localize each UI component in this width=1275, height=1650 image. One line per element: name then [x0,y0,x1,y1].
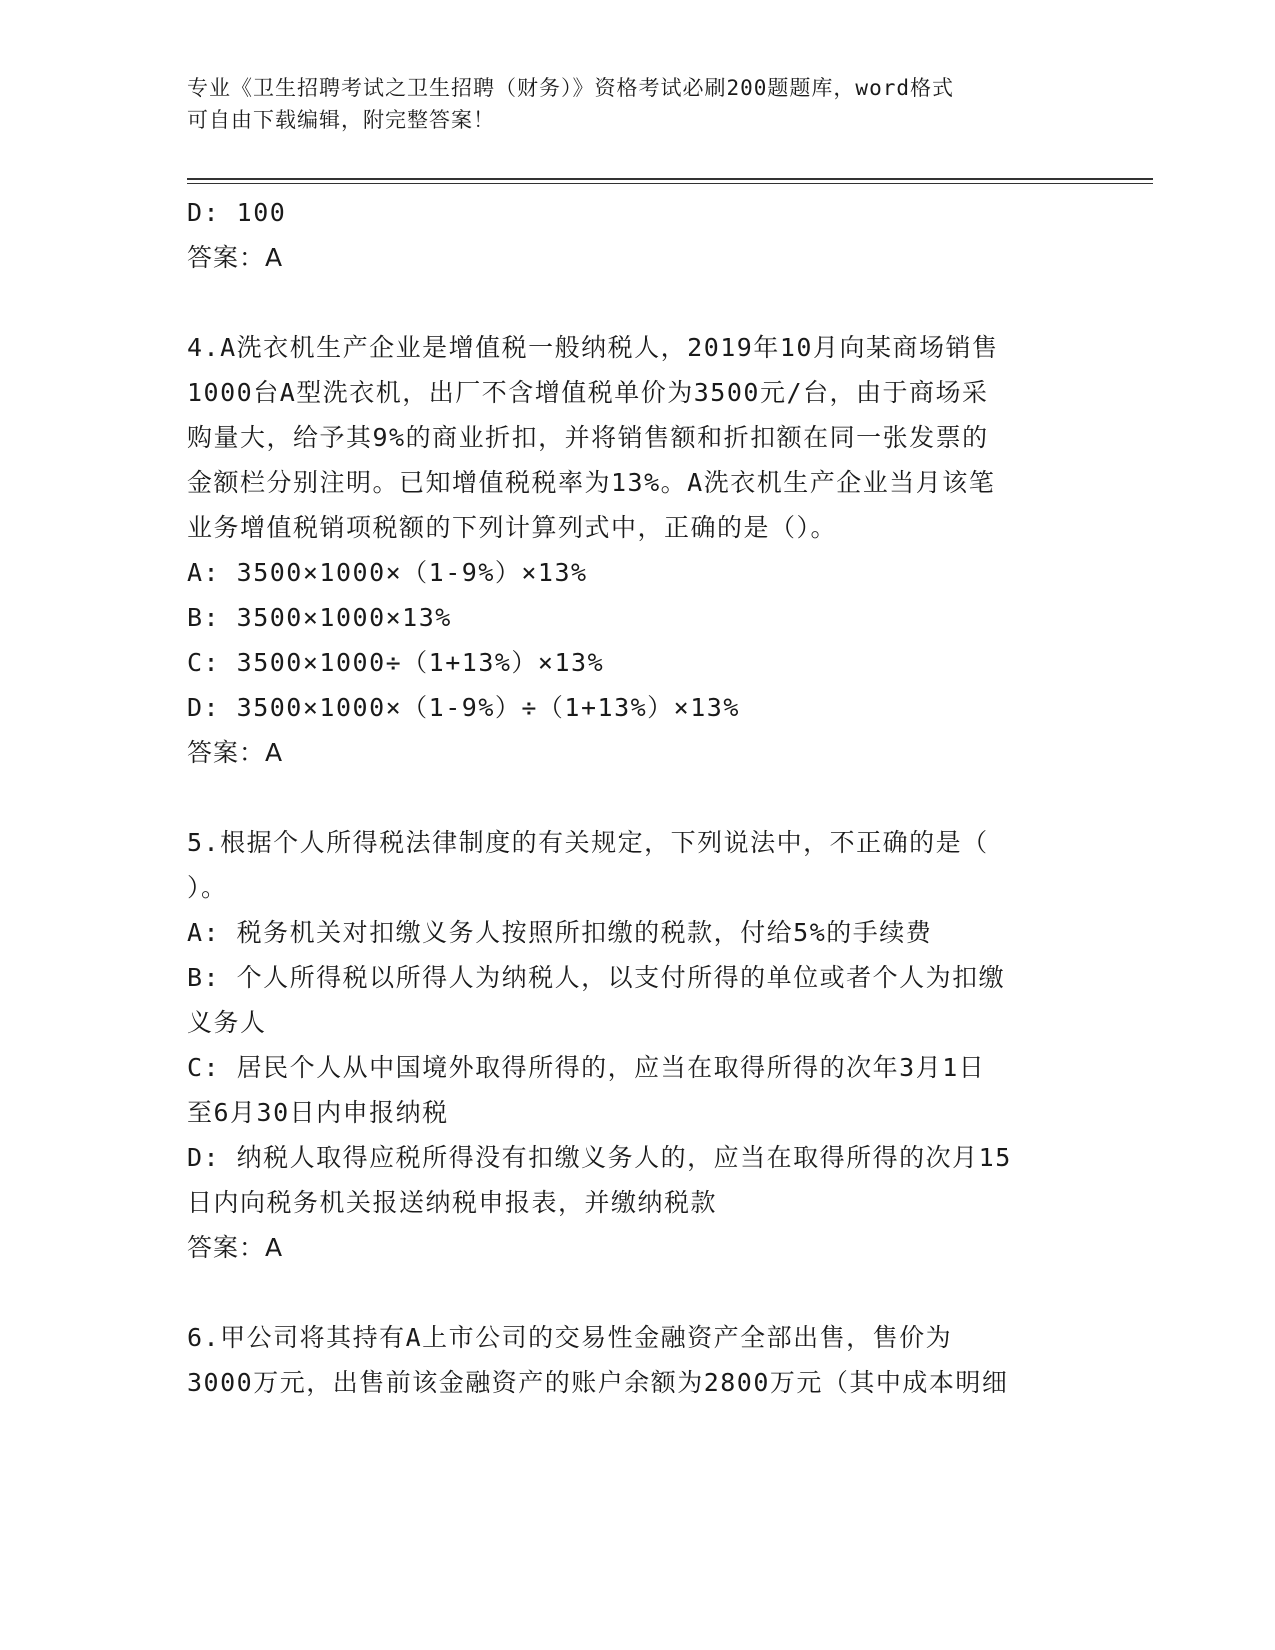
document-body [187,190,1087,1405]
q4-option-d: D: 3500×1000×（1-9%）÷（1+13%）×13% [187,693,740,722]
header-line-2: 可自由下载编辑，附完整答案！ [187,108,495,132]
header-divider-thick [187,178,1153,180]
q4-option-c: C: 3500×1000÷（1+13%）×13% [187,648,605,677]
q5-text-line-2: ）。 [187,873,228,902]
q6-text-line-2: 3000万元，出售前该金融资产的账户余额为2800万元（其中成本明细 [187,1368,1009,1397]
prev-option-d: D: 100 [187,198,287,227]
prev-answer: 答案：A [187,243,284,272]
q4-text-line-5: 业务增值税销项税额的下列计算列式中，正确的是（）。 [187,513,838,542]
question-5 [187,820,1087,1270]
q5-text-line-1: 5.根据个人所得税法律制度的有关规定，下列说法中，不正确的是（ [187,828,989,857]
q5-option-b-line-2: 义务人 [187,1008,267,1037]
q4-option-b: B: 3500×1000×13% [187,603,452,632]
q5-option-a: A: 税务机关对扣缴义务人按照所扣缴的税款，付给5%的手续费 [187,918,933,947]
q4-option-a: A: 3500×1000×（1-9%）×13% [187,558,588,587]
q4-text-line-2: 1000台A型洗衣机，出厂不含增值税单价为3500元/台，由于商场采 [187,378,989,407]
spacer [187,1270,1087,1315]
spacer [187,280,1087,325]
q5-option-c-line-2: 至6月30日内申报纳税 [187,1098,449,1127]
spacer [187,775,1087,820]
question-6 [187,1315,1087,1405]
q4-answer: 答案：A [187,738,284,767]
q6-text-line-1: 6.甲公司将其持有A上市公司的交易性金融资产全部出售，售价为 [187,1323,953,1352]
q4-text-line-1: 4.A洗衣机生产企业是增值税一般纳税人，2019年10月向某商场销售 [187,333,999,362]
q4-text-line-3: 购量大，给予其9%的商业折扣，并将销售额和折扣额在同一张发票的 [187,423,989,452]
q5-answer: 答案：A [187,1233,284,1262]
q5-option-c-line-1: C: 居民个人从中国境外取得所得的，应当在取得所得的次年3月1日 [187,1053,986,1082]
q5-option-d-line-2: 日内向税务机关报送纳税申报表，并缴纳税款 [187,1188,718,1217]
q4-text-line-4: 金额栏分别注明。已知增值税税率为13%。A洗衣机生产企业当月该笔 [187,468,996,497]
header-line-1: 专业《卫生招聘考试之卫生招聘（财务）》资格考试必刷200题题库，word格式 [187,76,954,100]
page-header [187,72,1067,136]
q5-option-d-line-1: D: 纳税人取得应税所得没有扣缴义务人的，应当在取得所得的次月15 [187,1143,1012,1172]
question-4 [187,325,1087,775]
q5-option-b-line-1: B: 个人所得税以所得人为纳税人，以支付所得的单位或者个人为扣缴 [187,963,1006,992]
header-divider-thin [187,183,1153,184]
